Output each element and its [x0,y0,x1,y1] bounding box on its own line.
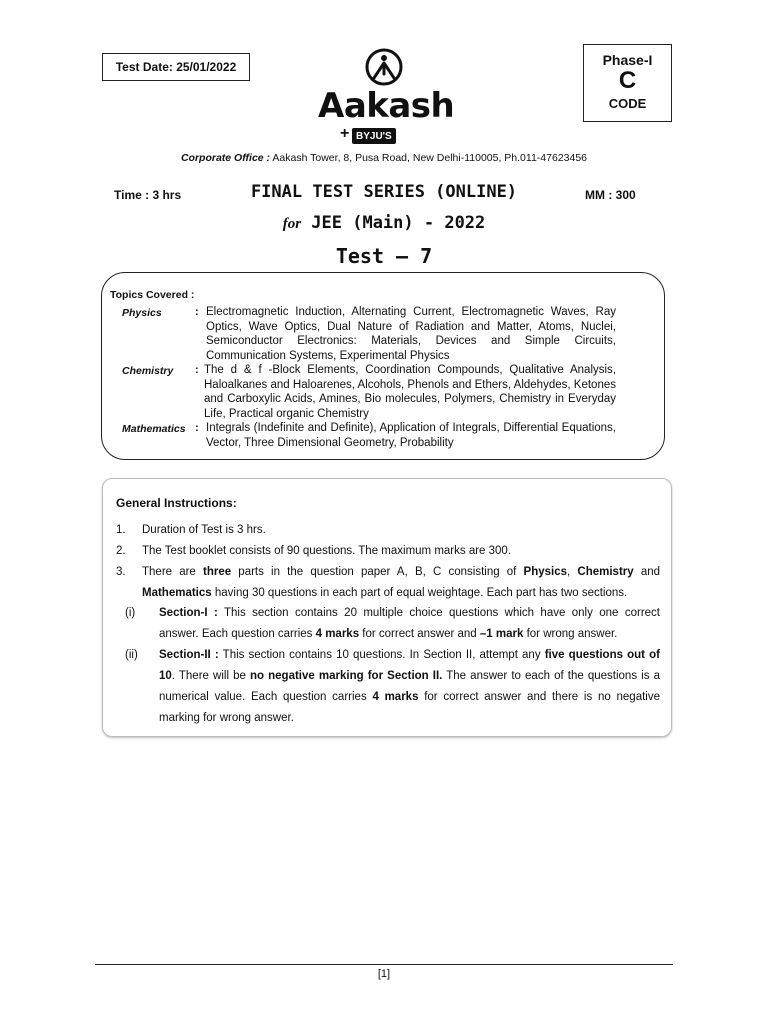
physics-label: Physics [122,307,162,319]
section-1-part: This section contains 20 multiple choice questions which have only one correct answer. Each question carries [159,607,660,640]
section-1-bold: –1 mark [479,628,524,640]
test-date: Test Date: 25/01/2022 [102,53,250,81]
item-3-part: having 30 questions in each part of equal weightage. Each part has two sections. [211,587,628,599]
item-3-part: parts in the question paper A, B, C consisting of [231,566,524,578]
byjus-badge: BYJU'S [352,128,396,144]
max-marks: MM : 300 [585,188,636,202]
item-3-bold: Chemistry [577,566,634,578]
section-1-tag: (i) [125,607,136,619]
item-3-part: and [633,566,661,578]
mathematics-colon: : [195,422,199,434]
item-3-bold: Physics [523,566,568,578]
instructions-heading: General Instructions: [116,496,237,510]
section-2-instruction [125,645,661,729]
section-1-bold: 4 marks [315,628,360,640]
section-2-part: This section contains 10 questions. In Section II, attempt any [218,649,545,661]
topics-covered-box [101,272,665,460]
test-series-title: FINAL TEST SERIES (ONLINE) [250,182,518,202]
page-number: [1] [377,968,391,980]
section-1-bold: Section-I : [159,607,218,619]
physics-colon: : [195,306,199,318]
corporate-label: Corporate Office : [180,152,271,164]
section-1-part: for wrong answer. [523,628,618,640]
test-duration: Time : 3 hrs [114,188,182,202]
for-word: for [282,216,302,232]
item-1-number: 1. [116,524,126,536]
code-letter: C [618,67,637,94]
item-3-part: There are [142,566,204,578]
item-2-number: 2. [116,545,126,557]
physics-topics: Electromagnetic Induction, Alternating Current, Electromagnetic Waves, Ray Optics, Wave Optics, Dual Nature of Radiation and Matter, Atoms, Nuclei, Semiconductor Electronics: Materials, Devices and Simple Circuits, Communication Systems, Experimental Physics [206,306,616,362]
phase-label: Phase-I [602,52,653,68]
item-2-text: The Test booklet consists of 90 questions. The maximum marks are 300. [142,545,512,557]
mathematics-label: Mathematics [122,423,186,435]
item-1-text: Duration of Test is 3 hrs. [142,524,266,536]
item-3-number: 3. [116,566,126,578]
section-1-part: for correct answer and [359,628,480,640]
item-3-part: , [567,566,578,578]
footer-divider [95,964,673,965]
section-2-part: for correct answer and there is no negative marking for wrong answer. [159,691,660,724]
general-instructions-box [102,478,672,737]
aakash-emblem-icon [318,48,450,88]
section-2-part: The answer to each of the questions is a numerical value. Each question carries [159,670,660,703]
section-2-bold: Section-II : [159,649,219,661]
chemistry-topics: The d & f -Block Elements, Coordination Compounds, Qualitative Analysis, Haloalkanes and Haloarenes, Alcohols, Phenols and Ethers, Aldehydes, Ketones and Carboxylic Acids, Amines, Bio molecules, Polymers, Chemistry in Everyday Life, Practical organic Chemistry [204,364,616,420]
code-label: CODE [608,96,647,111]
section-2-part: . There will be [171,670,250,682]
corporate-address: Aakash Tower, 8, Pusa Road, New Delhi-110005, Ph.011-47623456 [270,152,588,164]
topics-heading: Topics Covered : [110,289,195,301]
item-3-bold: three [203,566,232,578]
aakash-logo [318,48,455,148]
section-2-bold: no negative marking for Section II. [249,670,443,682]
section-2-bold: five questions out of 10 [159,649,661,682]
mathematics-topics: Integrals (Indefinite and Definite), Application of Integrals, Differential Equations, Vector, Three Dimensional Geometry, Probability [206,422,616,449]
logo-wordmark: Aakash [318,86,455,126]
section-2-bold: 4 marks [372,691,419,703]
item-3-bold: Mathematics [142,587,212,599]
test-number: Test – 7 [335,244,433,268]
phase-code-box [583,44,672,122]
section-1-instruction [125,603,660,645]
exam-subtitle [0,213,768,233]
chemistry-colon: : [195,364,199,376]
exam-name: JEE (Main) - 2022 [301,213,486,233]
item-3-text [142,562,660,604]
logo-plus: + [340,125,350,142]
section-2-tag: (ii) [125,649,138,661]
chemistry-label: Chemistry [122,365,174,377]
corporate-office [0,152,768,164]
